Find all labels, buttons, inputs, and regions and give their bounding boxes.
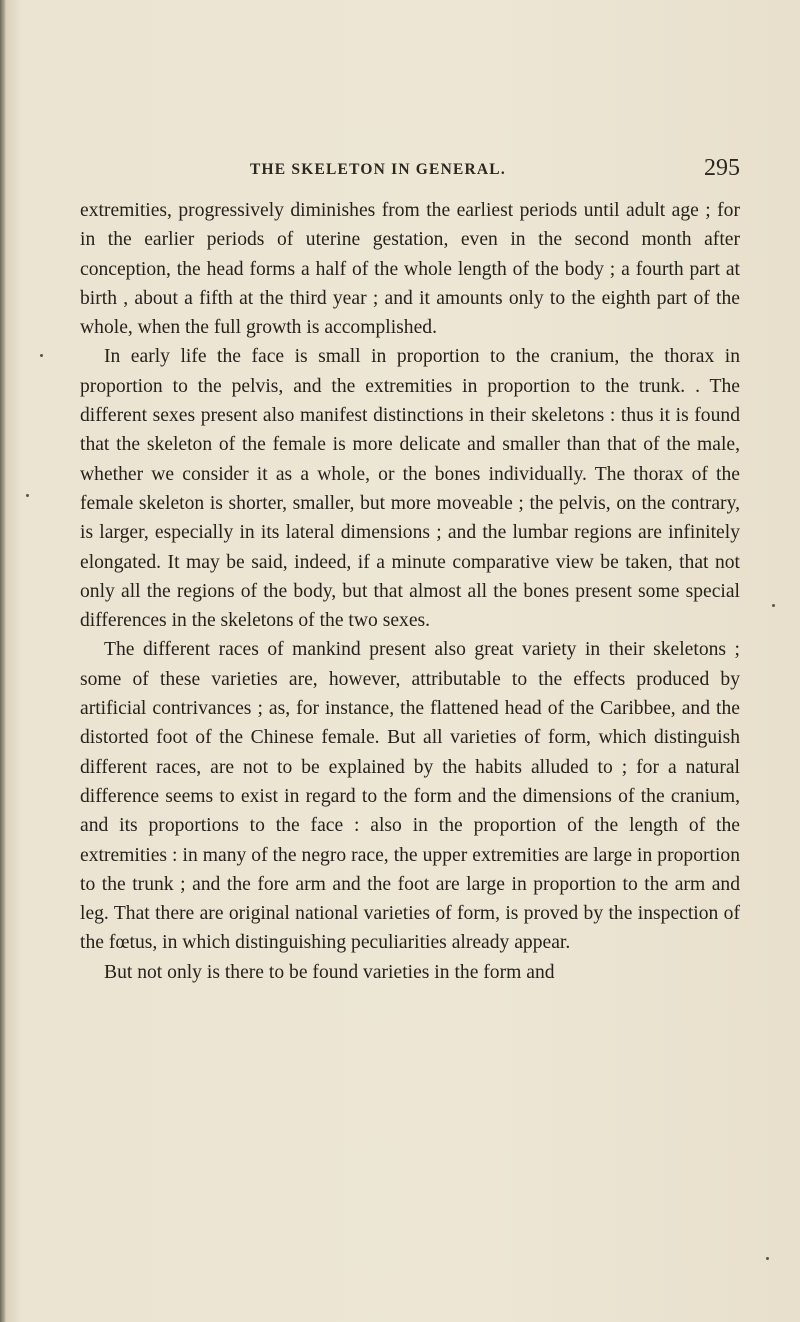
- body-text: [80, 196, 740, 987]
- running-title: THE SKELETON IN GENERAL.: [250, 161, 506, 178]
- paragraph-final: But not only is there to be found varieties in the form and: [104, 961, 555, 983]
- paragraph-races: The different races of mankind present also great variety in their skeletons ; some of these varieties are, however, attributable to the effects produced by artificial contrivances ; as, for instance, the flattened head of the Caribbee, and the distorted foot of the Chinese female. But all varieties of form, which distinguish different races, are not to be explained by the habits alluded to ; for a natural difference seems to exist in regard to the form and the dimensions of the cranium, and its proportions to the face : also in the proportion of the length of the extremities : in many of the negro race, the upper extremities are large in proportion to the trunk ; and the fore arm and the foot are large in proportion to the arm and leg. That there are original national varieties of form, is proved by the inspection of the fœtus, in which distinguishing peculiarities already appear.: [80, 639, 740, 954]
- paragraph-early-life: In early life the face is small in proportion to the cranium, the thorax in proportion to the pelvis, and the extremities in proportion to the trunk. . The different sexes present also manifest distinctions in their skeletons : thus it is found that the skeleton of the female is more delicate and smaller than that of the male, whether we consider it as a whole, or the bones individually. The thorax of the female skeleton is shorter, smaller, but more moveable ; the pelvis, on the contrary, is larger, especially in its lateral dimensions ; and the lumbar regions are infinitely elongated. It may be said, indeed, if a minute comparative view be taken, that not only all the regions of the body, but that almost all the bones present some special differences in the skeletons of the two sexes.: [80, 346, 740, 632]
- margin-speck: [40, 354, 43, 357]
- page-header: [128, 155, 740, 189]
- margin-speck: [766, 1257, 769, 1260]
- page-number: 295: [704, 155, 740, 181]
- margin-speck: [26, 494, 29, 497]
- page-binding-edge: [0, 0, 6, 1322]
- margin-speck: [772, 604, 775, 607]
- paragraph-continued: extremities, progressively diminishes from the earliest periods until adult age ; for in the earlier periods of uterine gestation, even in the second month after conception, the head forms a half of the whole length of the body ; a fourth part at birth , about a fifth at the third year ; and it amounts only to the eighth part of the whole, when the full growth is accomplished.: [80, 200, 740, 339]
